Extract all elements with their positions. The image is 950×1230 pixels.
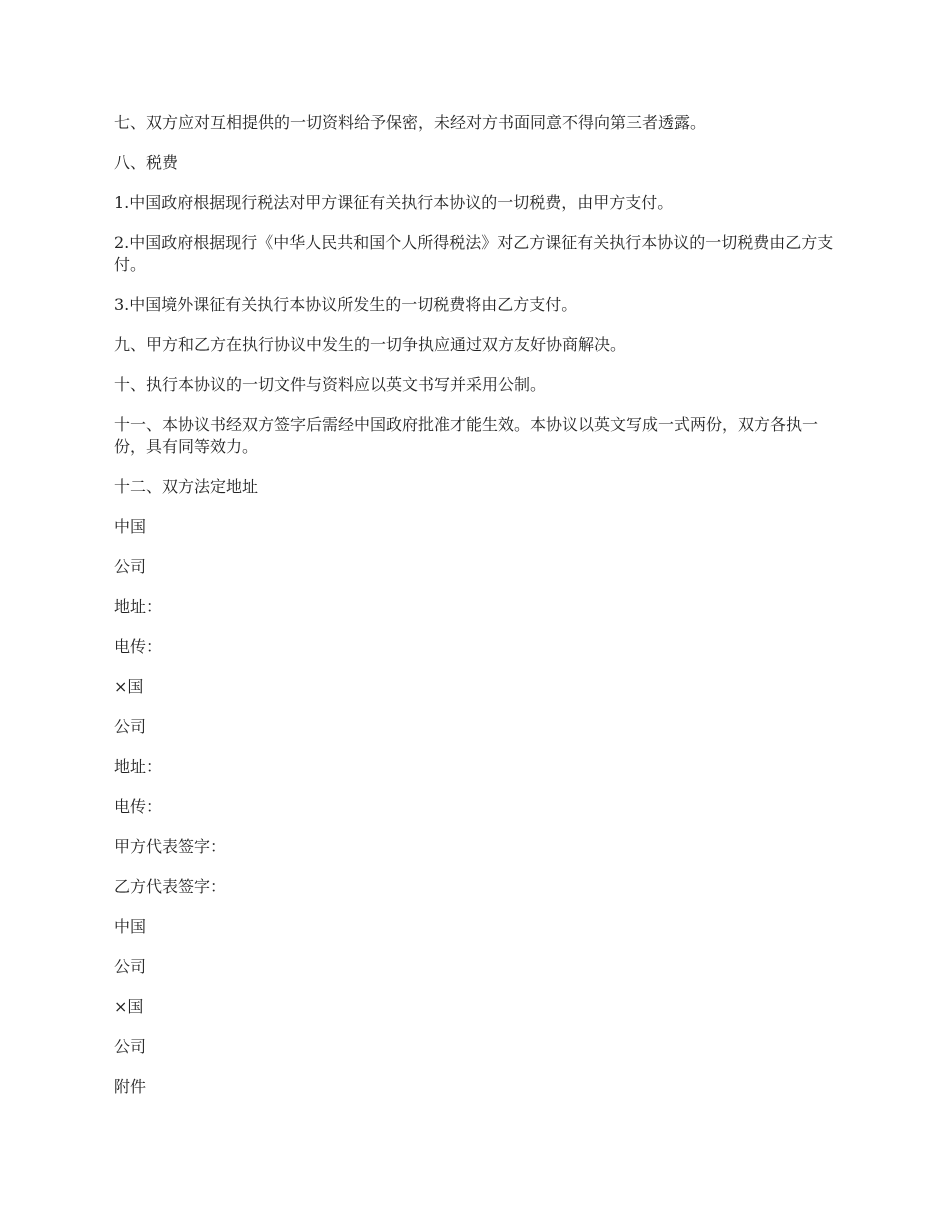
party-a-signature: 甲方代表签字： [114, 837, 227, 856]
document-body [114, 112, 838, 1116]
signature-b-country: ×国 [114, 997, 144, 1016]
clause-8-item-3: 3.中国境外课征有关执行本协议所发生的一切税费将由乙方支付。 [114, 295, 578, 314]
signature-a-country: 中国 [114, 917, 147, 936]
party-a-company: 公司 [114, 557, 147, 576]
party-b-country: ×国 [114, 677, 144, 696]
party-a-country: 中国 [114, 517, 147, 536]
clause-12-heading-addresses: 十二、双方法定地址 [114, 477, 259, 496]
signature-b-company: 公司 [114, 1037, 147, 1056]
party-a-telex: 电传： [114, 637, 163, 656]
party-b-telex: 电传： [114, 797, 163, 816]
party-b-address: 地址： [114, 757, 163, 776]
party-a-address: 地址： [114, 597, 163, 616]
clause-8-item-1: 1.中国政府根据现行税法对甲方课征有关执行本协议的一切税费，由甲方支付。 [114, 193, 674, 212]
party-b-signature: 乙方代表签字： [114, 877, 227, 896]
clause-7-confidentiality: 七、双方应对互相提供的一切资料给予保密，未经对方书面同意不得向第三者透露。 [114, 113, 707, 132]
clause-8-item-2: 2.中国政府根据现行《中华人民共和国个人所得税法》对乙方课征有关执行本协议的一切税费由乙方支付。 [114, 233, 834, 274]
clause-11-effectiveness: 十一、本协议书经双方签字后需经中国政府批准才能生效。本协议以英文写成一式两份，双方各执一份，具有同等效力。 [114, 415, 819, 456]
clause-8-heading-taxes: 八、税费 [114, 153, 179, 172]
party-b-company: 公司 [114, 717, 147, 736]
signature-a-company: 公司 [114, 957, 147, 976]
attachment-heading: 附件 [114, 1077, 147, 1096]
clause-9-disputes: 九、甲方和乙方在执行协议中发生的一切争执应通过双方友好协商解决。 [114, 335, 627, 354]
clause-10-language: 十、执行本协议的一切文件与资料应以英文书写并采用公制。 [114, 375, 547, 394]
